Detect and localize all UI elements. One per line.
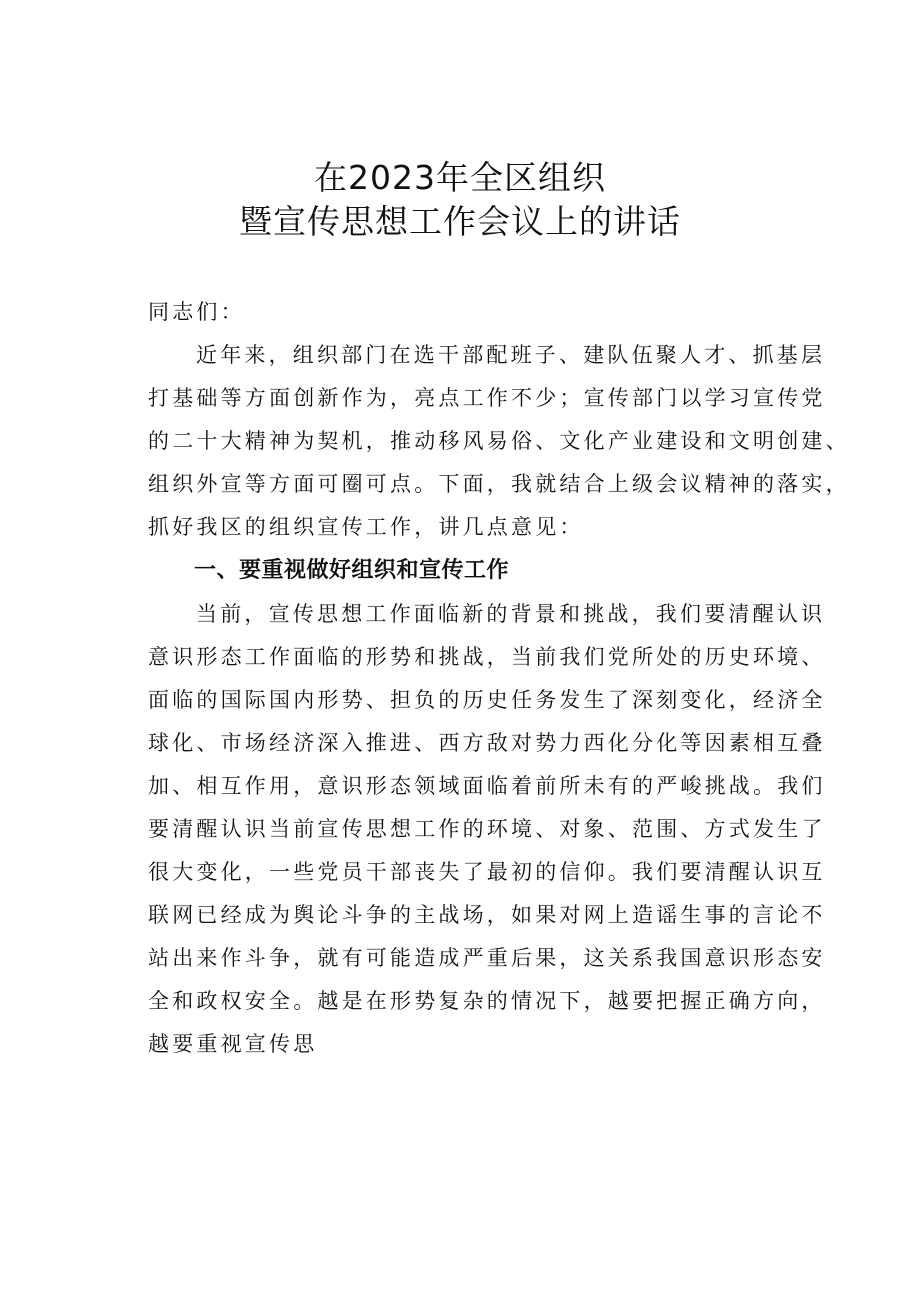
document-title-line-1: 在2023年全区组织 [314,158,606,197]
paragraph-2-line-8: 联网已经成为舆论斗争的主战场，如果对网上造谣生事的言论不 [148,903,826,927]
paragraph-2-line-4: 球化、市场经济深入推进、西方敌对势力西化分化等因素相互叠 [148,731,826,755]
paragraph-1-line-2: 打基础等方面创新作为，亮点工作不少；宣传部门以学习宣传党 [148,386,826,410]
paragraph-1-line-1: 近年来，组织部门在选干部配班子、建队伍聚人才、抓基层 [196,343,826,367]
paragraph-2-line-6: 要清醒认识当前宣传思想工作的环境、对象、范围、方式发生了 [148,817,826,841]
paragraph-2-line-3: 面临的国际国内形势、担负的历史任务发生了深刻变化，经济全 [148,688,826,712]
section-heading-1: 一、要重视做好组织和宣传工作 [194,558,510,583]
paragraph-1-line-5: 抓好我区的组织宣传工作，讲几点意见： [148,515,584,539]
paragraph-2-line-1: 当前，宣传思想工作面临新的背景和挑战，我们要清醒认识 [196,602,826,626]
paragraph-2-line-2: 意识形态工作面临的形势和挑战，当前我们党所处的历史环境、 [148,645,826,669]
paragraph-2-line-10: 全和政权安全。越是在形势复杂的情况下，越要把握正确方向， [148,989,826,1013]
paragraph-2-line-7: 很大变化，一些党员干部丧失了最初的信仰。我们要清醒认识互 [148,860,826,884]
paragraph-2-line-9: 站出来作斗争，就有可能造成严重后果，这关系我国意识形态安 [148,946,826,970]
paragraph-2-line-5: 加、相互作用，意识形态领域面临着前所未有的严峻挑战。我们 [148,774,826,798]
salutation: 同志们： [148,300,245,324]
paragraph-1-line-3: 的二十大精神为契机，推动移风易俗、文化产业建设和文明创建、 [148,429,850,453]
paragraph-2-line-11: 越要重视宣传思 [148,1032,318,1056]
document-title-line-2: 暨宣传思想工作会议上的讲话 [239,202,681,241]
paragraph-1-line-4: 组织外宣等方面可圈可点。下面，我就结合上级会议精神的落实， [148,472,850,496]
